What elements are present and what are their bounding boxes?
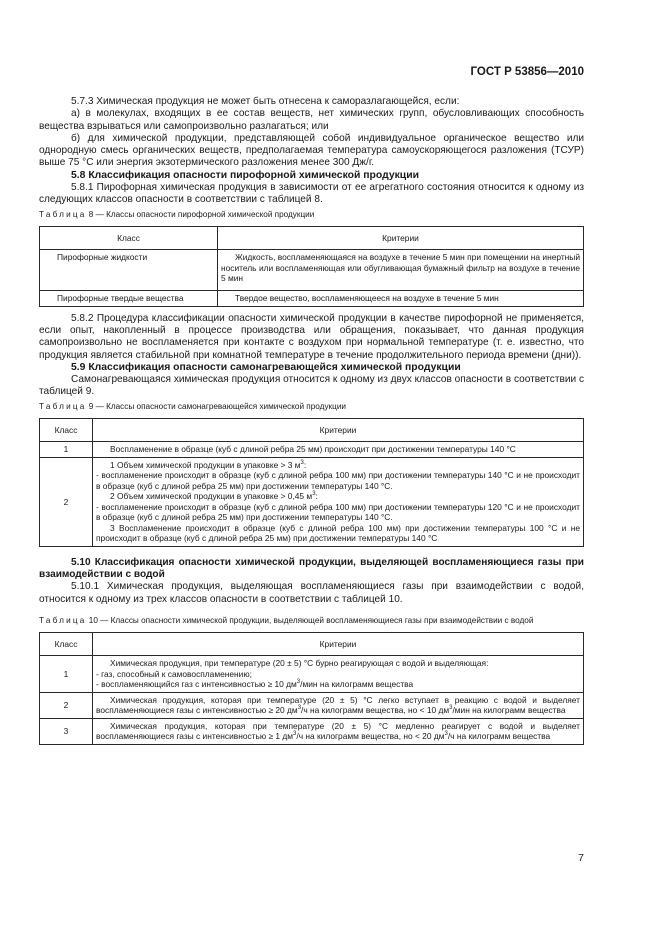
table-header-row [40,633,584,656]
column-header-class: Класс [40,633,93,656]
column-header-class: Класс [40,419,93,442]
table-row [40,250,584,291]
document-header: ГОСТ Р 53856—2010 [470,66,584,78]
criteria-line: Химическая продукция, при температуре (20 ± 5) °С бурно реагирующая с водой и выделяющая: [110,658,489,669]
page-number: 7 [578,852,584,864]
column-header-criteria: Критерии [93,633,584,656]
class-cell: 1 [40,656,93,693]
column-header-criteria: Критерии [218,227,584,250]
table-row [40,718,584,744]
criteria-cell: Химическая продукция, которая при температуре (20 ± 5) °С медленно реагирует с водой и выделяет воспламеняющиеся газы с интенсивностью ≥ 1 $дм^3/ч$ на килограмм вещества, но < 20 $дм^3/ч$ на килограмм вещества [93,718,584,744]
paragraph-5-8-2: 5.8.2 Процедура классификации опасности химической продукции в качестве пирофорной не применяется, если опыт, накопленный в процессе производства или обращения, показывает, что данная продукция самопроизвольно не воспламеняется при контакте с воздухом при нормальной температуре (т. е. известно, что продукция является стабильной при комнатной температуре в течение продолжительного периода времени (дни)). [39,312,584,361]
table-row [40,656,584,693]
criteria-line: 1 Объем химической продукции в упаковке > 3 $м^3$: [110,459,307,470]
table-row [40,692,584,718]
criteria-line: - воспламеняющийся газ с интенсивностью ≥ 10 $дм^3$/мин на килограмм вещества [96,679,414,690]
criteria-cell [93,457,584,546]
table-8 [39,226,584,307]
table-9-caption: Таблица 9 — Классы опасности самонагревающейся химической продукции [39,401,346,411]
section-5-8-heading: 5.8 Классификация опасности пирофорной химической продукции [71,169,419,181]
criteria-cell: Воспламенение в образце (куб с длиной ребра 25 мм) происходит при достижении температуры 140 °С [93,442,584,458]
criteria-line: - воспламенение происходит в образце (куб с длиной ребра 100 мм) при достижении температуры 120 °С и не происходит в образце (куб с длиной ребра 25 мм) при достижении температуры 140 °С. [96,501,580,523]
criteria-line: - газ, способный к самовоспламенению; [96,668,252,679]
table-10-caption: Таблица 10 — Классы опасности химической продукции, выделяющей воспламеняющиеся газы при взаимодействии с водой [39,615,534,625]
criteria-cell: Твердое вещество, воспламеняющееся на воздухе в течение 5 мин [218,291,584,307]
table-9 [39,418,584,547]
table-row [40,442,584,458]
paragraph-5-7-3-b: б) для химической продукции, представляющей собой индивидуальное органическое вещество или однородную смесь органических веществ, предполагаемая температура самоускоряющегося разложения (ТСУР) выше 75 °С или энергия экзотермического разложения менее 300 Дж/г. [39,132,584,169]
page-content [39,96,584,745]
class-cell: 3 [40,718,93,744]
class-cell: Пирофорные жидкости [40,250,218,291]
column-header-criteria: Критерии [93,419,584,442]
table-header-row [40,419,584,442]
class-cell: Пирофорные твердые вещества [40,291,218,307]
criteria-line: 2 Объем химической продукции в упаковке > 0,45 $м^3$: [110,491,318,502]
paragraph-5-7-3-a: а) в молекулах, входящих в ее состав веществ, нет химических групп, обусловливающих способность вещества взрываться или самопроизвольно разлагаться; или [39,108,584,132]
table-8-caption: Таблица 8 — Классы опасности пирофорной химической продукции [39,209,315,219]
paragraph-5-10-1: 5.10.1 Химическая продукция, выделяющая воспламеняющиеся газы при взаимодействии с водой, относится к одному из трех классов опасности в соответствии с таблицей 10. [39,581,584,605]
section-5-9-heading: 5.9 Классификация опасности самонагревающейся химической продукции [71,361,461,373]
paragraph-5-7-3: 5.7.3 Химическая продукция не может быть отнесена к саморазлагающейся, если: [71,96,460,107]
paragraph-5-9: Самонагревающаяся химическая продукция относится к одному из двух классов опасности в соответствии с таблицей 9. [39,374,584,398]
criteria-cell: Жидкость, воспламеняющаяся на воздухе в течение 5 мин при помещении на инертный носитель или воспламеняющая или обугливающая бумажный фильтр на воздухе в течение 5 мин [218,250,584,291]
table-row [40,291,584,307]
section-5-10-heading: 5.10 Классификация опасности химической продукции, выделяющей воспламеняющиеся газы при взаимодействии с водой [39,556,584,581]
criteria-line: 3 Воспламенение происходит в образце (куб с длиной ребра 100 мм) при достижении температуры 100 °С и не происходит в образце (куб с длиной ребра 25 мм) при достижении температуры 140 °С [96,522,580,544]
class-cell: 1 [40,442,93,458]
criteria-cell [93,656,584,693]
class-cell: 2 [40,692,93,718]
table-header-row [40,227,584,250]
criteria-line: - воспламенение происходит в образце (куб с длиной ребра 100 мм) при достижении температуры 140 °С и не происходит в образце (куб с длиной ребра 25 мм) при достижении температуры 140 °С. [96,470,580,491]
class-cell: 2 [40,457,93,546]
column-header-class: Класс [40,227,218,250]
paragraph-5-8-1: 5.8.1 Пирофорная химическая продукция в зависимости от ее агрегатного состояния относится к одному из следующих классов опасности в соответствии с таблицей 8. [39,182,584,206]
criteria-cell: Химическая продукция, которая при температуре (20 ± 5) °С легко вступает в реакцию с водой и выделяет воспламеняющиеся газы с интенсивностью ≥ 20 $дм^3/ч$ на килограмм вещества, но < 10 $дм^3$/мин на килограмм вещества [93,692,584,718]
table-row [40,457,584,546]
table-10 [39,632,584,745]
